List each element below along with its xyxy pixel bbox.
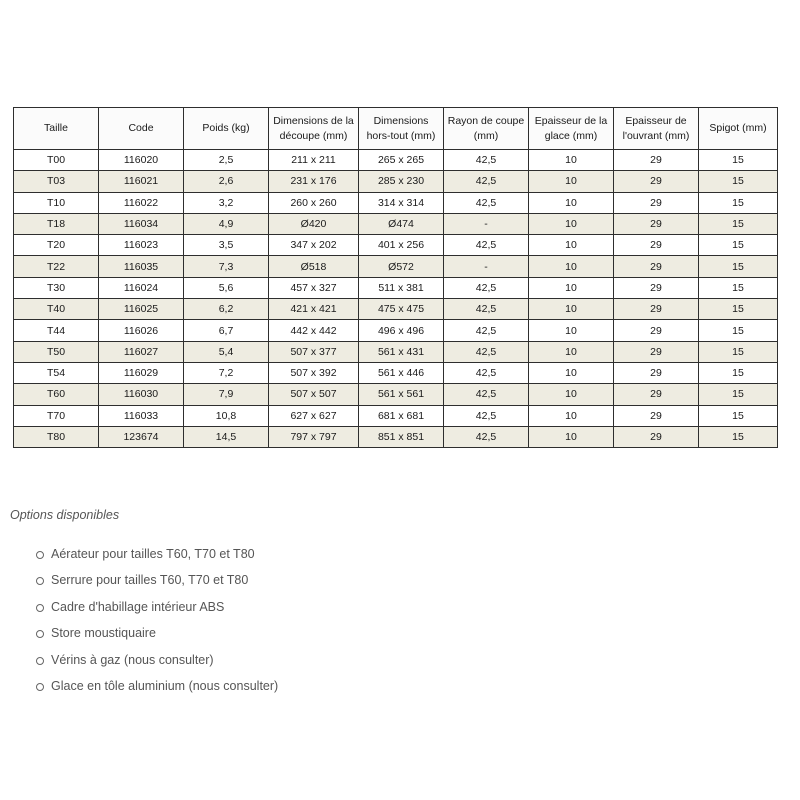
table-cell: 42,5 (444, 299, 529, 320)
table-cell: 15 (699, 235, 778, 256)
table-cell: 2,5 (184, 150, 269, 171)
table-cell: 15 (699, 426, 778, 447)
table-cell: 116030 (99, 384, 184, 405)
table-cell: 475 x 475 (359, 299, 444, 320)
table-cell: 681 x 681 (359, 405, 444, 426)
table-cell: 29 (614, 384, 699, 405)
bullet-circle-icon (36, 551, 44, 559)
column-header: Epaisseur de l'ouvrant (mm) (614, 108, 699, 150)
table-cell: T00 (14, 150, 99, 171)
table-cell: 5,6 (184, 277, 269, 298)
table-cell: 260 x 260 (269, 192, 359, 213)
table-cell: 285 x 230 (359, 171, 444, 192)
header-row (14, 108, 778, 150)
column-header: Epaisseur de la glace (mm) (529, 108, 614, 150)
table-cell: 15 (699, 405, 778, 426)
table-cell: - (444, 256, 529, 277)
table-cell: 29 (614, 256, 699, 277)
column-header: Dimensions hors-tout (mm) (359, 108, 444, 150)
table-cell: T22 (14, 256, 99, 277)
column-header: Code (99, 108, 184, 150)
table-row (14, 277, 778, 298)
table-cell: 29 (614, 277, 699, 298)
bullet-circle-icon (36, 604, 44, 612)
bullet-circle-icon (36, 683, 44, 691)
table-cell: 29 (614, 405, 699, 426)
table-cell: 561 x 446 (359, 362, 444, 383)
table-body (14, 150, 778, 448)
table-cell: 627 x 627 (269, 405, 359, 426)
table-cell: 116027 (99, 341, 184, 362)
table-cell: 211 x 211 (269, 150, 359, 171)
table-cell: 561 x 561 (359, 384, 444, 405)
table-cell: 10 (529, 384, 614, 405)
table-cell: 116033 (99, 405, 184, 426)
list-item (36, 624, 278, 650)
table-cell: T20 (14, 235, 99, 256)
table-cell: 401 x 256 (359, 235, 444, 256)
table-row (14, 235, 778, 256)
table-cell: 116034 (99, 213, 184, 234)
column-header: Spigot (mm) (699, 108, 778, 150)
table-cell: 10 (529, 362, 614, 383)
table-cell: 15 (699, 171, 778, 192)
list-item (36, 677, 278, 703)
bullet-circle-icon (36, 657, 44, 665)
list-item (36, 545, 278, 571)
table-row (14, 426, 778, 447)
table-cell: 851 x 851 (359, 426, 444, 447)
table-cell: 10 (529, 192, 614, 213)
table-cell: Ø420 (269, 213, 359, 234)
table-cell: 116026 (99, 320, 184, 341)
table-cell: 265 x 265 (359, 150, 444, 171)
table-cell: 442 x 442 (269, 320, 359, 341)
table-cell: 14,5 (184, 426, 269, 447)
table-cell: T70 (14, 405, 99, 426)
table-row (14, 171, 778, 192)
column-header: Taille (14, 108, 99, 150)
list-item-text: Store moustiquaire (51, 626, 156, 641)
list-item (36, 571, 278, 597)
table-cell: 29 (614, 426, 699, 447)
table-cell: 116035 (99, 256, 184, 277)
table-row (14, 362, 778, 383)
table-cell: 10 (529, 213, 614, 234)
table-cell: 10 (529, 150, 614, 171)
table-cell: T60 (14, 384, 99, 405)
table-cell: 29 (614, 320, 699, 341)
table-cell: 42,5 (444, 171, 529, 192)
table-row (14, 150, 778, 171)
table-cell: T80 (14, 426, 99, 447)
table-row (14, 299, 778, 320)
table-cell: 15 (699, 277, 778, 298)
table-cell: 10 (529, 171, 614, 192)
list-item-text: Aérateur pour tailles T60, T70 et T80 (51, 547, 255, 561)
table-cell: 457 x 327 (269, 277, 359, 298)
table-cell: 2,6 (184, 171, 269, 192)
table-cell: T03 (14, 171, 99, 192)
table-cell: 507 x 392 (269, 362, 359, 383)
column-header: Dimensions de la découpe (mm) (269, 108, 359, 150)
table-row (14, 320, 778, 341)
table-cell: T18 (14, 213, 99, 234)
options-list (36, 545, 278, 703)
table-cell: 10,8 (184, 405, 269, 426)
table-header (14, 108, 778, 150)
table-cell: 116022 (99, 192, 184, 213)
table-cell: 42,5 (444, 277, 529, 298)
table-cell: 507 x 507 (269, 384, 359, 405)
table-row (14, 384, 778, 405)
table-cell: 15 (699, 299, 778, 320)
table-cell: 116021 (99, 171, 184, 192)
table-cell: 15 (699, 341, 778, 362)
table-cell: 507 x 377 (269, 341, 359, 362)
table-cell: 15 (699, 362, 778, 383)
table-cell: T40 (14, 299, 99, 320)
table-row (14, 213, 778, 234)
table-cell: T50 (14, 341, 99, 362)
table-cell: 29 (614, 192, 699, 213)
table-cell: 7,3 (184, 256, 269, 277)
table-cell: 10 (529, 277, 614, 298)
table-cell: 15 (699, 150, 778, 171)
table-cell: Ø572 (359, 256, 444, 277)
bullet-circle-icon (36, 630, 44, 638)
list-item-text: Cadre d'habillage intérieur ABS (51, 599, 225, 614)
table-cell: 42,5 (444, 192, 529, 213)
table-cell: 10 (529, 341, 614, 362)
table-cell: T10 (14, 192, 99, 213)
table-cell: 7,9 (184, 384, 269, 405)
table-cell: 15 (699, 192, 778, 213)
table-cell: 42,5 (444, 426, 529, 447)
table-cell: T44 (14, 320, 99, 341)
table-cell: 116029 (99, 362, 184, 383)
table-cell: 123674 (99, 426, 184, 447)
table-cell: 496 x 496 (359, 320, 444, 341)
table-cell: 10 (529, 426, 614, 447)
table-cell: 29 (614, 235, 699, 256)
table-cell: 6,7 (184, 320, 269, 341)
column-header: Poids (kg) (184, 108, 269, 150)
list-item (36, 598, 278, 624)
table-cell: 10 (529, 256, 614, 277)
table-cell: 116025 (99, 299, 184, 320)
table-cell: 15 (699, 384, 778, 405)
table-cell: 5,4 (184, 341, 269, 362)
table-cell: 561 x 431 (359, 341, 444, 362)
table-cell: 116024 (99, 277, 184, 298)
table-cell: 15 (699, 213, 778, 234)
table-cell: 797 x 797 (269, 426, 359, 447)
table-cell: 42,5 (444, 235, 529, 256)
table-cell: 42,5 (444, 384, 529, 405)
table-cell: 10 (529, 299, 614, 320)
table-cell: 29 (614, 341, 699, 362)
table-cell: 10 (529, 235, 614, 256)
table-cell: 29 (614, 299, 699, 320)
table-cell: 3,5 (184, 235, 269, 256)
table-cell: 3,2 (184, 192, 269, 213)
spec-table (13, 107, 778, 448)
table-cell: 29 (614, 362, 699, 383)
table-cell: 29 (614, 150, 699, 171)
table-cell: 116020 (99, 150, 184, 171)
table-row (14, 405, 778, 426)
table-row (14, 256, 778, 277)
table-cell: 10 (529, 320, 614, 341)
table-cell: 15 (699, 320, 778, 341)
table-cell: 231 x 176 (269, 171, 359, 192)
table-cell: 42,5 (444, 150, 529, 171)
list-item-text: Serrure pour tailles T60, T70 et T80 (51, 573, 249, 588)
list-item (36, 651, 278, 677)
table-cell: 42,5 (444, 341, 529, 362)
table-row (14, 341, 778, 362)
table-cell: 116023 (99, 235, 184, 256)
bullet-circle-icon (36, 577, 44, 585)
list-item-text: Glace en tôle aluminium (nous consulter) (51, 678, 279, 693)
table-cell: 10 (529, 405, 614, 426)
table-cell: - (444, 213, 529, 234)
table-cell: 4,9 (184, 213, 269, 234)
table-row (14, 192, 778, 213)
options-title: Options disponibles (10, 508, 120, 522)
table-cell: 15 (699, 256, 778, 277)
table-cell: 347 x 202 (269, 235, 359, 256)
table-cell: 42,5 (444, 405, 529, 426)
table-cell: 42,5 (444, 320, 529, 341)
table-cell: 6,2 (184, 299, 269, 320)
table-cell: 314 x 314 (359, 192, 444, 213)
table-cell: 42,5 (444, 362, 529, 383)
table-cell: 29 (614, 171, 699, 192)
table-cell: 511 x 381 (359, 277, 444, 298)
table-cell: 7,2 (184, 362, 269, 383)
table-cell: T54 (14, 362, 99, 383)
table-cell: T30 (14, 277, 99, 298)
table-cell: Ø474 (359, 213, 444, 234)
list-item-text: Vérins à gaz (nous consulter) (51, 652, 214, 667)
table-cell: 421 x 421 (269, 299, 359, 320)
column-header: Rayon de coupe (mm) (444, 108, 529, 150)
table-cell: Ø518 (269, 256, 359, 277)
table-cell: 29 (614, 213, 699, 234)
